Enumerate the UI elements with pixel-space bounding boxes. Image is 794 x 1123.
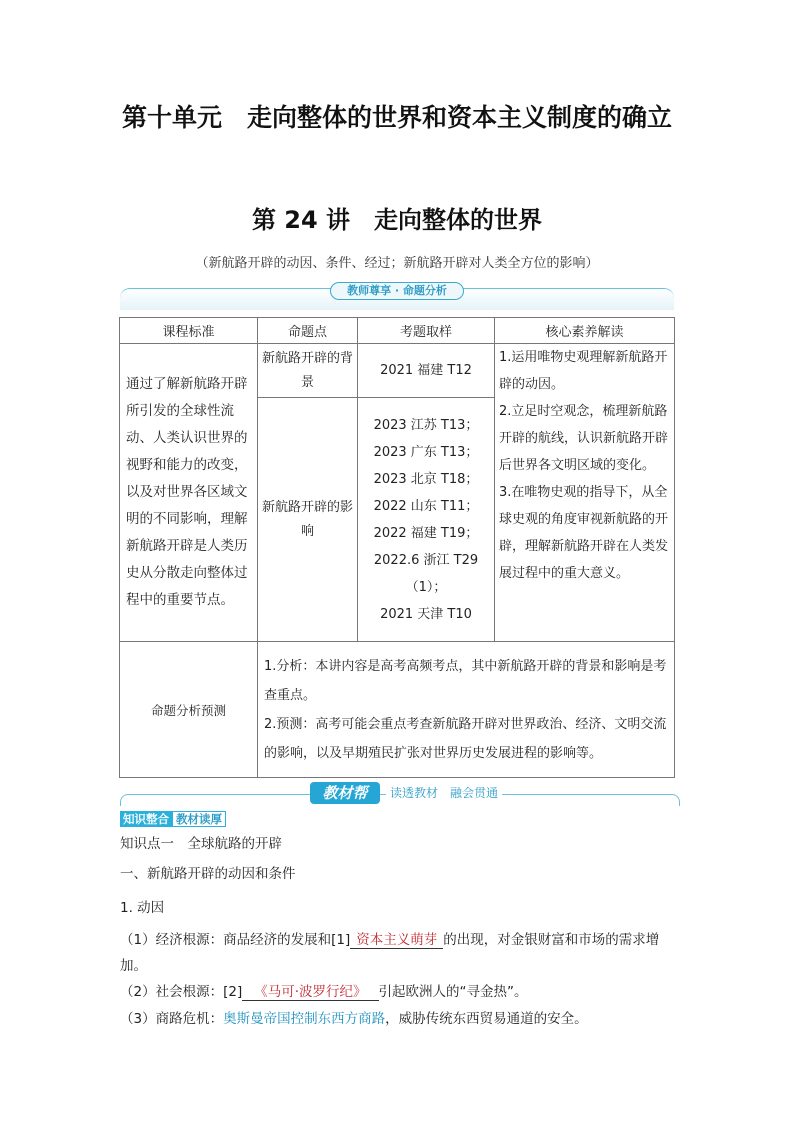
example-item: （1）； xyxy=(405,579,447,595)
trade-suffix: ，威胁传统东西贸易通道的安全。 xyxy=(385,1011,588,1027)
example-item: 2022 山东 T11； xyxy=(373,498,479,514)
example-item: 2021 天津 T10 xyxy=(380,606,472,622)
table-row xyxy=(120,344,675,398)
examples-background xyxy=(358,344,495,398)
blank-1: 资本主义萌芽 xyxy=(350,932,443,949)
social-suffix: 引起欧洲人的“寻金热”。 xyxy=(378,984,528,1000)
header-curriculum: 课程标准 xyxy=(120,318,258,344)
analysis-label: 命题分析预测 xyxy=(120,642,258,778)
unit-title: 第十单元 走向整体的世界和资本主义制度的确立 xyxy=(121,103,672,132)
example-item: 2023 广东 T13； xyxy=(373,444,479,460)
example-item: 2022 福建 T19； xyxy=(373,525,479,541)
table-row xyxy=(120,642,675,778)
trade-paragraph xyxy=(120,1009,588,1029)
examples-impact xyxy=(358,398,495,642)
lecture-title: 第 24 讲 走向整体的世界 xyxy=(251,206,543,234)
trade-highlight: 奥斯曼帝国控制东西方商路 xyxy=(223,1011,386,1027)
example-item: 2022.6 浙江 T29 xyxy=(373,552,479,568)
point-impact: 新航路开辟的影响 xyxy=(258,398,358,642)
core-literacy xyxy=(495,344,675,642)
econ-paragraph xyxy=(120,927,680,979)
example-item: 2023 北京 T18； xyxy=(373,471,479,487)
analysis-text xyxy=(258,642,675,778)
header-examples: 考题取样 xyxy=(358,318,495,344)
textbook-banner xyxy=(120,786,680,806)
table-header-row xyxy=(120,318,675,344)
textbook-banner-tag: 教材帮 xyxy=(310,782,380,804)
header-core: 核心素养解读 xyxy=(495,318,675,344)
item-heading: 1. 动因 xyxy=(120,900,165,916)
blank-2: 《马可·波罗行纪》 xyxy=(242,984,378,1001)
econ-prefix: （1）经济根源：商品经济的发展和[1] xyxy=(120,932,351,948)
social-paragraph xyxy=(120,982,528,1002)
teacher-banner-label: 教师尊享 · 命题分析 xyxy=(330,282,464,300)
section-heading: 一、新航路开辟的动因和条件 xyxy=(120,866,296,882)
core-literacy-text: 1.运用唯物史观理解新航路开辟的动因。 2.立足时空观念，梳理新航路开辟的航线，认识新航路开辟后世界各文明区域的变化。 3.在唯物史观的指导下，从全球史观的角度审视新航路的开辟，理解新航路开辟在人类发展过程中的重大意义。 xyxy=(499,350,669,581)
example-item: 2023 江苏 T13； xyxy=(373,417,479,433)
lecture-subtitle: （新航路开辟的动因、条件、经过；新航路开辟对人类全方位的影响） xyxy=(195,256,599,271)
section-tags xyxy=(120,811,226,827)
knowledge-point-title: 知识点一 全球航路的开辟 xyxy=(120,836,282,852)
social-prefix: （2）社会根源：[2] xyxy=(120,984,243,1000)
analysis-table xyxy=(119,317,675,778)
trade-prefix: （3）商路危机： xyxy=(120,1011,224,1027)
tag-knowledge: 知识整合 xyxy=(120,811,172,827)
example-item: 2021 福建 T12 xyxy=(380,363,472,378)
tag-reading: 教材读厚 xyxy=(172,811,226,827)
header-point: 命题点 xyxy=(258,318,358,344)
teacher-banner xyxy=(120,284,674,310)
textbook-banner-sub: 读透教材 融会贯通 xyxy=(386,784,502,802)
analysis-text-content: 1.分析：本讲内容是高考高频考点，其中新航路开辟的背景和影响是考查重点。 2.预测：高考可能会重点考查新航路开辟对世界政治、经济、文明交流的影响，以及早期殖民扩张对世界历史发展进程的影响等。 xyxy=(264,658,667,761)
econ-suffix: 的出现，对金银财富和市场的需求增加。 xyxy=(120,932,660,974)
point-background: 新航路开辟的背景 xyxy=(258,344,358,398)
curriculum-standard: 通过了解新航路开辟所引发的全球性流动、人类认识世界的视野和能力的改变，以及对世界各区域文明的不同影响，理解新航路开辟是人类历史从分散走向整体过程中的重要节点。 xyxy=(120,344,258,642)
